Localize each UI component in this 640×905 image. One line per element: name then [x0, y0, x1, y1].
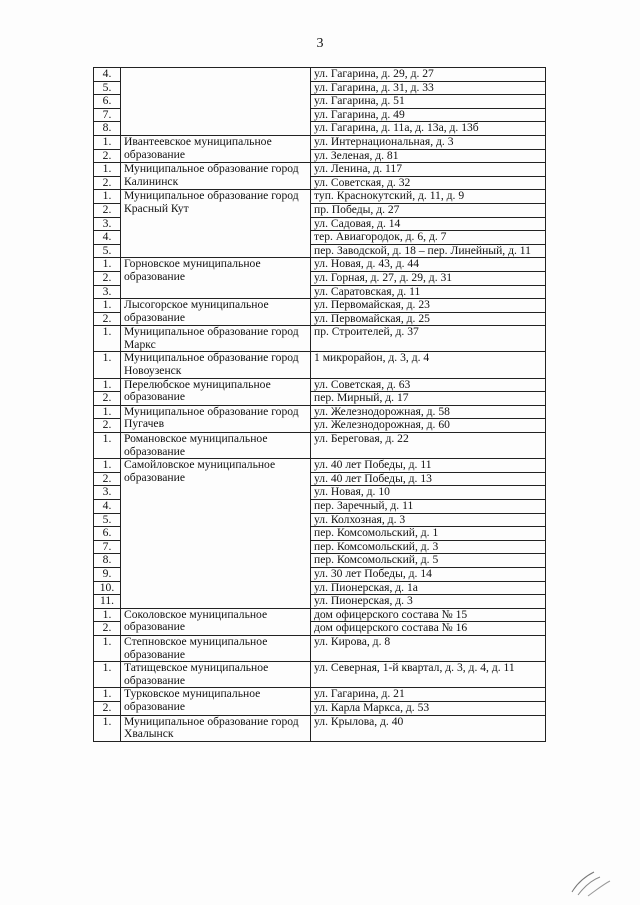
- row-number: 4.: [94, 68, 121, 82]
- address-cell: ул. Интернациональная, д. 3: [311, 135, 546, 149]
- table-row: [94, 135, 546, 149]
- address-cell: пр. Строителей, д. 37: [311, 326, 546, 352]
- row-number: 1.: [94, 299, 121, 313]
- municipality-name: Самойловское муниципальное образование: [121, 459, 311, 609]
- municipality-name: Татищевское муниципальное образование: [121, 662, 311, 688]
- address-cell: пер. Комсомольский, д. 1: [311, 527, 546, 541]
- table-row: [94, 378, 546, 392]
- address-cell: ул. Колхозная, д. 3: [311, 513, 546, 527]
- municipality-name: Муниципальное образование город Новоузенск: [121, 352, 311, 378]
- table-row: [94, 433, 546, 459]
- address-cell: ул. Крылова, д. 40: [311, 715, 546, 741]
- address-cell: ул. Железнодорожная, д. 60: [311, 419, 546, 433]
- row-number: 1.: [94, 715, 121, 741]
- table-row: [94, 608, 546, 622]
- municipality-name: Перелюбское муниципальное образование: [121, 378, 311, 405]
- handwritten-mark: [568, 868, 616, 898]
- row-number: 2.: [94, 203, 121, 217]
- row-number: 1.: [94, 326, 121, 352]
- address-cell: ул. Первомайская, д. 25: [311, 312, 546, 326]
- row-number: 2.: [94, 419, 121, 433]
- row-number: 2.: [94, 312, 121, 326]
- municipality-name: Турковское муниципальное образование: [121, 688, 311, 715]
- municipality-name: Муниципальное образование город Хвалынск: [121, 715, 311, 741]
- address-cell: ул. Саратовская, д. 11: [311, 285, 546, 299]
- row-number: 2.: [94, 622, 121, 636]
- row-number: 1.: [94, 163, 121, 177]
- address-cell: пр. Победы, д. 27: [311, 203, 546, 217]
- municipality-name: Муниципальное образование город Калининск: [121, 163, 311, 190]
- table-row: [94, 299, 546, 313]
- row-number: 4.: [94, 500, 121, 514]
- address-cell: ул. Советская, д. 32: [311, 176, 546, 190]
- table-row: [94, 715, 546, 741]
- row-number: 3.: [94, 285, 121, 299]
- address-cell: тер. Авиагородок, д. 6, д. 7: [311, 231, 546, 245]
- municipality-name: Соколовское муниципальное образование: [121, 608, 311, 635]
- row-number: 2.: [94, 472, 121, 486]
- table-row: [94, 459, 546, 473]
- address-cell: ул. Карла Маркса, д. 53: [311, 701, 546, 715]
- address-cell: дом офицерского состава № 15: [311, 608, 546, 622]
- address-cell: ул. Гагарина, д. 51: [311, 95, 546, 109]
- address-cell: ул. Пионерская, д. 1а: [311, 581, 546, 595]
- row-number: 7.: [94, 108, 121, 122]
- address-cell: ул. Садовая, д. 14: [311, 217, 546, 231]
- row-number: 1.: [94, 258, 121, 272]
- row-number: 3.: [94, 217, 121, 231]
- row-number: 7.: [94, 540, 121, 554]
- municipality-name: Муниципальное образование город Маркс: [121, 326, 311, 352]
- table-row: [94, 688, 546, 702]
- row-number: 1.: [94, 459, 121, 473]
- table-row: [94, 258, 546, 272]
- address-cell: ул. Горная, д. 27, д. 29, д. 31: [311, 271, 546, 285]
- address-cell: ул. Первомайская, д. 23: [311, 299, 546, 313]
- page-number: 3: [316, 36, 324, 51]
- table-row: [94, 635, 546, 661]
- address-table: [93, 67, 546, 742]
- address-cell: туп. Краснокутский, д. 11, д. 9: [311, 190, 546, 204]
- row-number: 9.: [94, 567, 121, 581]
- row-number: 1.: [94, 662, 121, 688]
- row-number: 8.: [94, 122, 121, 136]
- address-cell: ул. Гагарина, д. 29, д. 27: [311, 68, 546, 82]
- address-table-body: [94, 68, 546, 742]
- row-number: 1.: [94, 433, 121, 459]
- row-number: 2.: [94, 149, 121, 163]
- address-cell: ул. 40 лет Победы, д. 13: [311, 472, 546, 486]
- row-number: 10.: [94, 581, 121, 595]
- row-number: 6.: [94, 95, 121, 109]
- address-cell: ул. Береговая, д. 22: [311, 433, 546, 459]
- address-cell: пер. Заречный, д. 11: [311, 500, 546, 514]
- table-row: [94, 662, 546, 688]
- address-cell: ул. Гагарина, д. 31, д. 33: [311, 81, 546, 95]
- row-number: 4.: [94, 231, 121, 245]
- address-cell: ул. Гагарина, д. 49: [311, 108, 546, 122]
- address-cell: ул. Новая, д. 10: [311, 486, 546, 500]
- row-number: 1.: [94, 405, 121, 419]
- row-number: 3.: [94, 486, 121, 500]
- row-number: 2.: [94, 701, 121, 715]
- row-number: 2.: [94, 176, 121, 190]
- address-cell: ул. Железнодорожная, д. 58: [311, 405, 546, 419]
- row-number: 1.: [94, 635, 121, 661]
- table-row: [94, 163, 546, 177]
- table-row: [94, 326, 546, 352]
- municipality-name: Ивантеевское муниципальное образование: [121, 135, 311, 162]
- municipality-name: Муниципальное образование город Красный Кут: [121, 190, 311, 258]
- municipality-name: Степновское муниципальное образование: [121, 635, 311, 661]
- address-cell: ул. Ленина, д. 117: [311, 163, 546, 177]
- row-number: 1.: [94, 688, 121, 702]
- table-row: [94, 352, 546, 378]
- row-number: 8.: [94, 554, 121, 568]
- row-number: 5.: [94, 81, 121, 95]
- row-number: 2.: [94, 392, 121, 406]
- municipality-name: Романовское муниципальное образование: [121, 433, 311, 459]
- address-cell: ул. Гагарина, д. 21: [311, 688, 546, 702]
- address-cell: пер. Мирный, д. 17: [311, 392, 546, 406]
- address-cell: дом офицерского состава № 16: [311, 622, 546, 636]
- address-cell: 1 микрорайон, д. 3, д. 4: [311, 352, 546, 378]
- address-cell: пер. Комсомольский, д. 3: [311, 540, 546, 554]
- row-number: 6.: [94, 527, 121, 541]
- municipality-name: Горновское муниципальное образование: [121, 258, 311, 299]
- address-cell: ул. Зеленая, д. 81: [311, 149, 546, 163]
- address-cell: ул. Северная, 1-й квартал, д. 3, д. 4, д. 11: [311, 662, 546, 688]
- row-number: 11.: [94, 595, 121, 609]
- row-number: 1.: [94, 352, 121, 378]
- row-number: 1.: [94, 190, 121, 204]
- municipality-name: [121, 68, 311, 136]
- address-cell: ул. 30 лет Победы, д. 14: [311, 567, 546, 581]
- address-cell: пер. Комсомольский, д. 5: [311, 554, 546, 568]
- address-cell: ул. Новая, д. 43, д. 44: [311, 258, 546, 272]
- address-cell: ул. Советская, д. 63: [311, 378, 546, 392]
- row-number: 1.: [94, 378, 121, 392]
- municipality-name: Муниципальное образование город Пугачев: [121, 405, 311, 432]
- address-cell: ул. 40 лет Победы, д. 11: [311, 459, 546, 473]
- row-number: 2.: [94, 271, 121, 285]
- row-number: 5.: [94, 244, 121, 258]
- row-number: 1.: [94, 135, 121, 149]
- table-row: [94, 405, 546, 419]
- municipality-name: Лысогорское муниципальное образование: [121, 299, 311, 326]
- address-cell: ул. Гагарина, д. 11а, д. 13а, д. 13б: [311, 122, 546, 136]
- row-number: 5.: [94, 513, 121, 527]
- address-cell: пер. Заводской, д. 18 – пер. Линейный, д. 11: [311, 244, 546, 258]
- address-cell: ул. Кирова, д. 8: [311, 635, 546, 661]
- table-row: [94, 68, 546, 82]
- row-number: 1.: [94, 608, 121, 622]
- table-row: [94, 190, 546, 204]
- address-cell: ул. Пионерская, д. 3: [311, 595, 546, 609]
